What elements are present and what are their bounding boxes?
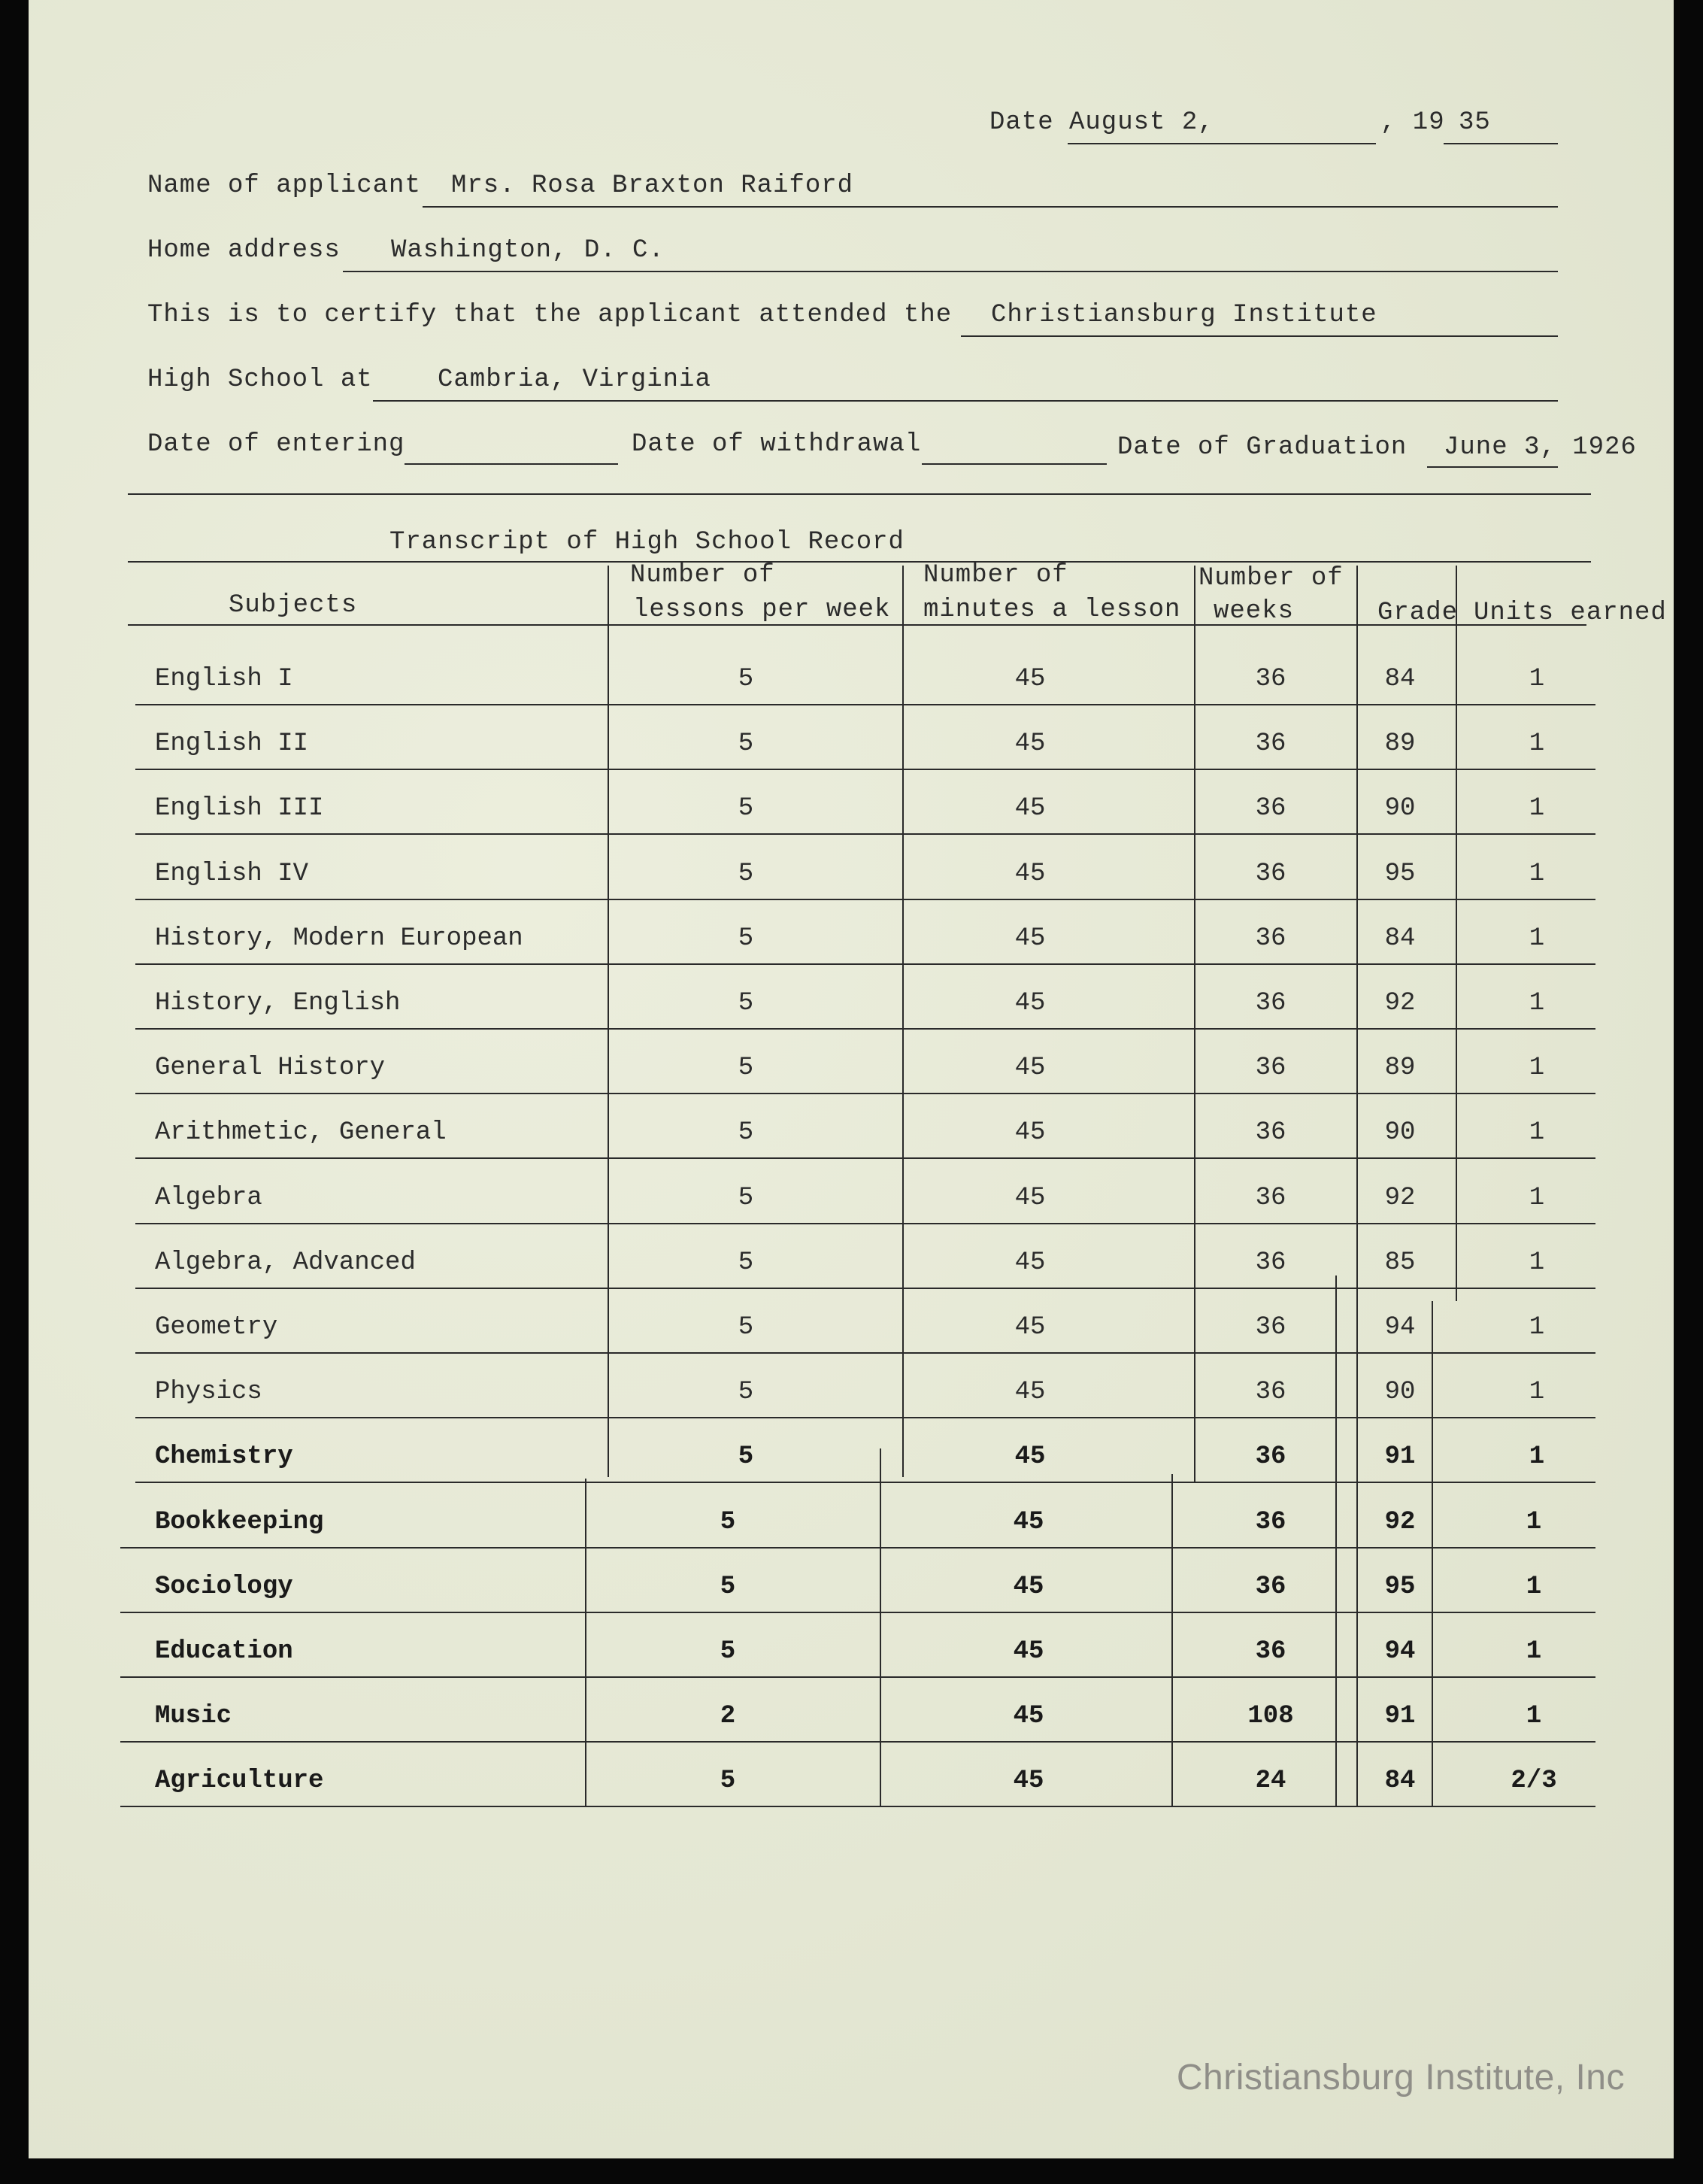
row-lessons: 5 (738, 730, 754, 759)
graduation-underline (1427, 466, 1558, 468)
row-weeks: 36 (1255, 730, 1286, 759)
row-grade: 94 (1384, 1313, 1416, 1342)
row-rule (135, 1028, 1595, 1030)
row-units: 1 (1526, 1637, 1542, 1666)
row-rule (135, 1352, 1595, 1354)
row-weeks: 24 (1255, 1767, 1286, 1796)
table-row (0, 794, 1703, 859)
row-subject: General History (155, 1054, 386, 1083)
row-grade: 92 (1384, 1507, 1416, 1536)
row-rule (135, 704, 1595, 705)
row-minutes: 45 (1013, 1637, 1044, 1666)
row-rule (135, 769, 1595, 770)
row-minutes: 45 (1014, 989, 1046, 1018)
row-lessons: 5 (738, 1442, 754, 1472)
row-lessons: 5 (738, 1378, 754, 1407)
row-units: 1 (1529, 665, 1545, 693)
table-row (0, 1248, 1703, 1313)
row-subject: Music (155, 1702, 232, 1731)
table-row (0, 730, 1703, 794)
row-weeks: 36 (1255, 859, 1286, 888)
row-lessons: 5 (738, 794, 754, 824)
row-rule (135, 1482, 1595, 1483)
row-subject: Sociology (155, 1572, 293, 1601)
row-lessons: 5 (738, 1054, 754, 1083)
row-subject: History, Modern European (155, 924, 523, 953)
row-lessons: 5 (738, 1313, 754, 1342)
row-units: 1 (1529, 924, 1545, 953)
row-rule (135, 1157, 1595, 1159)
graduation-value: June 3, 1926 (1444, 433, 1637, 462)
row-minutes: 45 (1013, 1572, 1044, 1601)
row-subject: English III (155, 794, 324, 824)
row-grade: 92 (1384, 989, 1416, 1018)
year-underline (1444, 143, 1558, 144)
row-subject: Algebra (155, 1183, 262, 1212)
row-grade: 90 (1384, 1118, 1416, 1148)
row-subject: Agriculture (155, 1767, 324, 1796)
row-subject: English I (155, 665, 293, 693)
header-divider (128, 493, 1591, 495)
certify-value: Christiansburg Institute (991, 301, 1377, 329)
row-subject: History, English (155, 989, 401, 1018)
row-grade: 85 (1384, 1248, 1416, 1277)
row-rule (135, 833, 1595, 835)
row-subject: Physics (155, 1378, 262, 1407)
row-weeks: 36 (1255, 1507, 1286, 1536)
school-value: Cambria, Virginia (438, 366, 711, 394)
row-units: 1 (1529, 859, 1545, 888)
row-rule (120, 1676, 1595, 1678)
row-units: 1 (1529, 730, 1545, 759)
row-weeks: 36 (1255, 1118, 1286, 1148)
row-units: 1 (1526, 1702, 1542, 1731)
row-rule (120, 1806, 1595, 1807)
row-units: 1 (1529, 1054, 1545, 1083)
row-rule (120, 1741, 1595, 1743)
watermark-text: Christiansburg Institute, Inc (1176, 2058, 1625, 2098)
graduation-label: Date of Graduation (1117, 433, 1408, 462)
row-rule (135, 1093, 1595, 1094)
row-lessons: 5 (720, 1767, 736, 1796)
row-minutes: 45 (1013, 1767, 1044, 1796)
row-lessons: 5 (720, 1637, 736, 1666)
row-grade: 95 (1384, 859, 1416, 888)
row-units: 1 (1529, 1248, 1545, 1277)
table-row (0, 1702, 1703, 1767)
withdrawal-underline (922, 463, 1107, 465)
row-minutes: 45 (1014, 1183, 1046, 1212)
address-value: Washington, D. C. (391, 236, 665, 265)
address-label: Home address (147, 236, 341, 265)
row-grade: 84 (1384, 924, 1416, 953)
row-rule (135, 1288, 1595, 1289)
row-weeks: 36 (1255, 665, 1286, 693)
year-separator: , 19 (1380, 108, 1445, 137)
table-row (0, 665, 1703, 730)
row-units: 1 (1529, 1442, 1545, 1472)
table-row (0, 1054, 1703, 1118)
col-minutes-line1: Number of (923, 561, 1068, 590)
row-grade: 91 (1384, 1702, 1416, 1731)
row-grade: 84 (1384, 1767, 1416, 1796)
col-minutes-line2: minutes a lesson (923, 596, 1181, 624)
table-row (0, 1118, 1703, 1183)
row-lessons: 5 (738, 859, 754, 888)
school-underline (373, 400, 1558, 402)
row-lessons: 5 (738, 989, 754, 1018)
row-units: 1 (1529, 1313, 1545, 1342)
row-minutes: 45 (1014, 665, 1046, 693)
row-grade: 92 (1384, 1183, 1416, 1212)
row-rule (120, 1547, 1595, 1549)
table-row (0, 1573, 1703, 1637)
row-rule (135, 1223, 1595, 1224)
col-lessons-line1: Number of (630, 561, 775, 590)
row-rule (135, 963, 1595, 965)
row-lessons: 5 (738, 1248, 754, 1277)
row-subject: English II (155, 730, 309, 759)
row-units: 1 (1526, 1572, 1542, 1601)
school-label: High School at (147, 366, 373, 394)
col-grade: Grade (1377, 599, 1459, 627)
row-weeks: 36 (1255, 1442, 1286, 1472)
row-minutes: 45 (1013, 1507, 1044, 1536)
row-weeks: 36 (1255, 1313, 1286, 1342)
row-weeks: 36 (1255, 1378, 1286, 1407)
date-value: August 2, (1069, 108, 1214, 137)
table-header-rule (128, 624, 1586, 626)
table-row (0, 1442, 1703, 1507)
row-lessons: 2 (720, 1702, 736, 1731)
table-row (0, 1378, 1703, 1442)
row-lessons: 5 (738, 924, 754, 953)
table-row (0, 1184, 1703, 1248)
row-grade: 89 (1384, 730, 1416, 759)
row-units: 1 (1529, 1118, 1545, 1148)
table-row (0, 924, 1703, 989)
applicant-label: Name of applicant (147, 171, 421, 200)
date-underline (1068, 143, 1376, 144)
row-weeks: 36 (1255, 1054, 1286, 1083)
row-rule (135, 899, 1595, 900)
row-rule (120, 1612, 1595, 1613)
row-grade: 91 (1384, 1442, 1416, 1472)
certify-label: This is to certify that the applicant attended the (147, 301, 953, 329)
col-weeks-line2: weeks (1214, 597, 1295, 626)
date-label: Date (989, 108, 1054, 137)
row-weeks: 36 (1255, 1572, 1286, 1601)
row-minutes: 45 (1014, 794, 1046, 824)
row-minutes: 45 (1013, 1702, 1044, 1731)
row-lessons: 5 (720, 1507, 736, 1536)
certify-underline (961, 335, 1558, 337)
col-lessons-line2: lessons per week (633, 596, 891, 624)
row-weeks: 108 (1247, 1702, 1294, 1731)
row-minutes: 45 (1014, 1248, 1046, 1277)
row-subject: Bookkeeping (155, 1507, 324, 1536)
row-grade: 89 (1384, 1054, 1416, 1083)
row-units: 1 (1529, 989, 1545, 1018)
row-weeks: 36 (1255, 989, 1286, 1018)
row-units: 1 (1529, 1378, 1545, 1407)
row-units: 1 (1529, 794, 1545, 824)
row-grade: 90 (1384, 794, 1416, 824)
row-lessons: 5 (738, 665, 754, 693)
table-top-rule (128, 561, 1591, 563)
row-lessons: 5 (738, 1118, 754, 1148)
row-weeks: 36 (1255, 1248, 1286, 1277)
table-row (0, 1508, 1703, 1573)
row-minutes: 45 (1014, 1442, 1046, 1472)
row-grade: 95 (1384, 1572, 1416, 1601)
row-units: 1 (1526, 1507, 1542, 1536)
row-weeks: 36 (1255, 1183, 1286, 1212)
address-underline (343, 271, 1558, 272)
transcript-title: Transcript of High School Record (389, 528, 905, 557)
row-subject: Algebra, Advanced (155, 1248, 416, 1277)
table-row (0, 1313, 1703, 1378)
col-weeks-line1: Number of (1198, 564, 1344, 593)
row-units: 1 (1529, 1183, 1545, 1212)
entering-label: Date of entering (147, 430, 405, 459)
row-minutes: 45 (1014, 1054, 1046, 1083)
row-grade: 90 (1384, 1378, 1416, 1407)
row-subject: Education (155, 1637, 293, 1666)
row-minutes: 45 (1014, 1313, 1046, 1342)
row-grade: 84 (1384, 665, 1416, 693)
row-subject: English IV (155, 859, 309, 888)
row-lessons: 5 (720, 1572, 736, 1601)
row-weeks: 36 (1255, 1637, 1286, 1666)
row-minutes: 45 (1014, 1378, 1046, 1407)
row-subject: Geometry (155, 1313, 278, 1342)
entering-underline (405, 463, 618, 465)
row-minutes: 45 (1014, 730, 1046, 759)
row-minutes: 45 (1014, 924, 1046, 953)
row-rule (135, 1417, 1595, 1418)
row-lessons: 5 (738, 1183, 754, 1212)
col-subjects: Subjects (229, 591, 358, 620)
applicant-value: Mrs. Rosa Braxton Raiford (451, 171, 854, 200)
table-row (0, 1637, 1703, 1702)
row-minutes: 45 (1014, 859, 1046, 888)
table-row (0, 989, 1703, 1054)
table-row (0, 860, 1703, 924)
row-subject: Arithmetic, General (155, 1118, 447, 1148)
applicant-underline (423, 206, 1558, 208)
withdrawal-label: Date of withdrawal (632, 430, 922, 459)
row-grade: 94 (1384, 1637, 1416, 1666)
row-weeks: 36 (1255, 794, 1286, 824)
year-value: 35 (1459, 108, 1491, 137)
row-units: 2/3 (1511, 1767, 1557, 1796)
row-minutes: 45 (1014, 1118, 1046, 1148)
row-subject: Chemistry (155, 1442, 293, 1472)
col-units: Units earned (1474, 599, 1667, 627)
table-row (0, 1767, 1703, 1831)
row-weeks: 36 (1255, 924, 1286, 953)
